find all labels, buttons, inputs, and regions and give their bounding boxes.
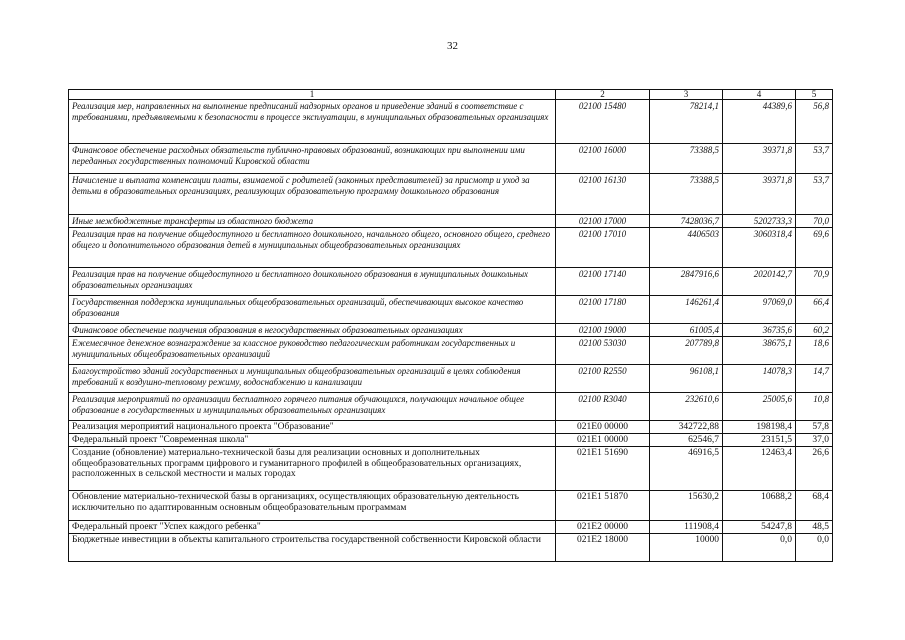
row-code: 02100 53030 xyxy=(556,337,650,365)
header-cell-4: 4 xyxy=(723,90,796,100)
row-value-planned: 15630,2 xyxy=(650,491,723,521)
row-value-actual: 39371,8 xyxy=(723,174,796,215)
table-row xyxy=(69,447,833,491)
row-value-planned: 2847916,6 xyxy=(650,268,723,296)
row-name: Государственная поддержка муниципальных общеобразовательных организаций, обеспечивающих высокое качество образования xyxy=(69,296,556,324)
row-value-planned: 46916,5 xyxy=(650,447,723,491)
table-row xyxy=(69,268,833,296)
row-name: Благоустройство зданий государственных и муниципальных общеобразовательных организаций в целях соблюдения требований к воздушно-тепловому режиму, водоснабжению и канализации xyxy=(69,365,556,393)
table-row xyxy=(69,491,833,521)
row-code: 021E2 18000 xyxy=(556,534,650,562)
row-value-actual: 97069,0 xyxy=(723,296,796,324)
row-value-actual: 44389,6 xyxy=(723,100,796,144)
table-row xyxy=(69,434,833,447)
row-value-actual: 23151,5 xyxy=(723,434,796,447)
row-code: 02100 19000 xyxy=(556,324,650,337)
row-value-planned: 78214,1 xyxy=(650,100,723,144)
row-value-actual: 3060318,4 xyxy=(723,228,796,268)
table-row xyxy=(69,144,833,174)
row-code: 02100 16000 xyxy=(556,144,650,174)
header-cell-2: 2 xyxy=(556,90,650,100)
row-name: Обновление материально-технической базы в организациях, осуществляющих образовательную деятельность исключительно по адаптированным основным общеобразовательным программам xyxy=(69,491,556,521)
row-name: Реализация мероприятий по организации бесплатного горячего питания обучающихся, получающих начальное общее образование в государственных и муниципальных образовательных организациях xyxy=(69,393,556,421)
row-value-planned: 73388,5 xyxy=(650,174,723,215)
row-percent: 69,6 xyxy=(796,228,833,268)
row-value-actual: 39371,8 xyxy=(723,144,796,174)
row-name: Реализация прав на получение общедоступного и бесплатного дошкольного, начального общего, основного общего, среднего общего и дополнительного образования детей в муниципальных общеобразовательных организациях xyxy=(69,228,556,268)
row-percent: 53,7 xyxy=(796,144,833,174)
row-value-actual: 10688,2 xyxy=(723,491,796,521)
row-code: 02100 17180 xyxy=(556,296,650,324)
row-code: 02100 17000 xyxy=(556,215,650,228)
row-percent: 26,6 xyxy=(796,447,833,491)
row-percent: 68,4 xyxy=(796,491,833,521)
row-value-planned: 232610,6 xyxy=(650,393,723,421)
row-value-actual: 54247,8 xyxy=(723,521,796,534)
row-value-planned: 73388,5 xyxy=(650,144,723,174)
row-value-actual: 14078,3 xyxy=(723,365,796,393)
table-row xyxy=(69,534,833,562)
row-code: 02100 R3040 xyxy=(556,393,650,421)
row-name: Федеральный проект "Современная школа" xyxy=(69,434,556,447)
row-percent: 53,7 xyxy=(796,174,833,215)
row-value-planned: 146261,4 xyxy=(650,296,723,324)
header-cell-1: 1 xyxy=(69,90,556,100)
table-row xyxy=(69,100,833,144)
row-name: Реализация прав на получение общедоступного и бесплатного дошкольного образования в муниципальных дошкольных образовательных организациях xyxy=(69,268,556,296)
row-percent: 10,8 xyxy=(796,393,833,421)
row-code: 021E1 51690 xyxy=(556,447,650,491)
table-row xyxy=(69,215,833,228)
row-value-actual: 2020142,7 xyxy=(723,268,796,296)
header-cell-3: 3 xyxy=(650,90,723,100)
row-name: Финансовое обеспечение расходных обязательств публично-правовых образований, возникающих при выполнении ими переданных государственных полномочий Кировской области xyxy=(69,144,556,174)
row-value-actual: 25005,6 xyxy=(723,393,796,421)
row-name: Финансовое обеспечение получения образования в негосударственных образовательных организациях xyxy=(69,324,556,337)
row-value-actual: 38675,1 xyxy=(723,337,796,365)
row-name: Реализация мер, направленных на выполнение предписаний надзорных органов и приведение зданий в соответствие с требованиями, предъявляемыми к безопасности в процессе эксплуатации, в муниципальных образовательных организациях xyxy=(69,100,556,144)
header-cell-5: 5 xyxy=(796,90,833,100)
table-row xyxy=(69,174,833,215)
row-percent: 70,0 xyxy=(796,215,833,228)
row-value-planned: 7428036,7 xyxy=(650,215,723,228)
header-row xyxy=(69,90,833,100)
budget-table xyxy=(68,89,833,562)
table-row xyxy=(69,365,833,393)
row-code: 021E0 00000 xyxy=(556,421,650,434)
row-code: 02100 15480 xyxy=(556,100,650,144)
table-row xyxy=(69,228,833,268)
row-value-planned: 207789,8 xyxy=(650,337,723,365)
row-name: Ежемесячное денежное вознаграждение за классное руководство педагогическим работникам государственных и муниципальных общеобразовательных организаций xyxy=(69,337,556,365)
row-code: 02100 17010 xyxy=(556,228,650,268)
table-row xyxy=(69,324,833,337)
row-percent: 37,0 xyxy=(796,434,833,447)
table-row xyxy=(69,393,833,421)
row-value-planned: 61005,4 xyxy=(650,324,723,337)
row-percent: 66,4 xyxy=(796,296,833,324)
table-row xyxy=(69,421,833,434)
table-row xyxy=(69,337,833,365)
row-value-actual: 198198,4 xyxy=(723,421,796,434)
row-code: 02100 17140 xyxy=(556,268,650,296)
row-value-planned: 62546,7 xyxy=(650,434,723,447)
row-code: 021E2 00000 xyxy=(556,521,650,534)
page-number: 32 xyxy=(447,40,458,52)
row-percent: 18,6 xyxy=(796,337,833,365)
row-percent: 60,2 xyxy=(796,324,833,337)
row-name: Реализация мероприятий национального проекта "Образование" xyxy=(69,421,556,434)
row-value-planned: 10000 xyxy=(650,534,723,562)
row-name: Иные межбюджетные трансферты из областного бюджета xyxy=(69,215,556,228)
row-code: 02100 16130 xyxy=(556,174,650,215)
row-percent: 57,8 xyxy=(796,421,833,434)
table-row xyxy=(69,521,833,534)
row-name: Создание (обновление) материально-технической базы для реализации основных и дополнительных общеобразовательных программ цифрового и гуманитарного профилей в общеобразовательных организациях, расположенных в сельской местности и малых городах xyxy=(69,447,556,491)
row-code: 02100 R2550 xyxy=(556,365,650,393)
table-body xyxy=(69,100,833,562)
row-name: Бюджетные инвестиции в объекты капитального строительства государственной собственности Кировской области xyxy=(69,534,556,562)
row-value-planned: 96108,1 xyxy=(650,365,723,393)
row-code: 021E1 00000 xyxy=(556,434,650,447)
row-name: Федеральный проект "Успех каждого ребенка" xyxy=(69,521,556,534)
row-percent: 56,8 xyxy=(796,100,833,144)
row-percent: 14,7 xyxy=(796,365,833,393)
row-percent: 48,5 xyxy=(796,521,833,534)
row-value-planned: 4406503 xyxy=(650,228,723,268)
row-value-actual: 36735,6 xyxy=(723,324,796,337)
row-value-planned: 342722,88 xyxy=(650,421,723,434)
row-value-actual: 0,0 xyxy=(723,534,796,562)
row-code: 021E1 51870 xyxy=(556,491,650,521)
row-name: Начисление и выплата компенсации платы, взимаемой с родителей (законных представителей) за присмотр и уход за детьми в образовательных организациях, реализующих образовательную программу дошкольного образования xyxy=(69,174,556,215)
row-percent: 0,0 xyxy=(796,534,833,562)
row-value-actual: 12463,4 xyxy=(723,447,796,491)
row-value-actual: 5202733,3 xyxy=(723,215,796,228)
row-value-planned: 111908,4 xyxy=(650,521,723,534)
table-row xyxy=(69,296,833,324)
row-percent: 70,9 xyxy=(796,268,833,296)
